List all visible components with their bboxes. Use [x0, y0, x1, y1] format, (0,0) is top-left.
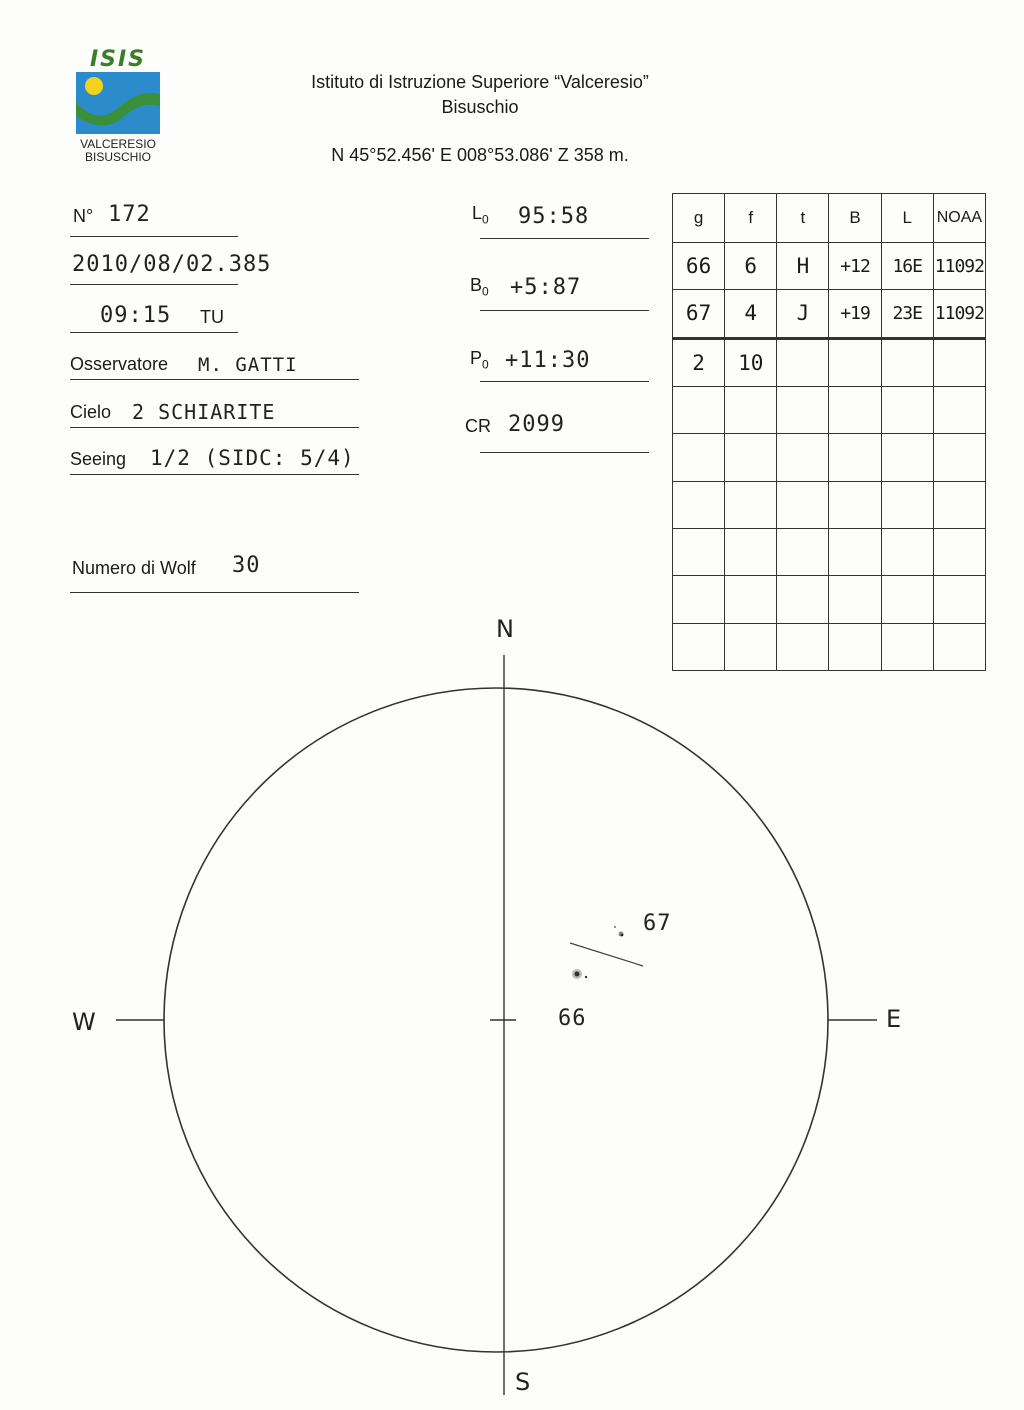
number-value: 172	[108, 202, 151, 227]
col-header-l: L	[881, 194, 933, 243]
table-cell	[777, 338, 829, 386]
sunspot-group-66	[572, 969, 587, 979]
table-cell: H	[777, 243, 829, 290]
institute-name: Istituto di Istruzione Superiore “Valceresio”	[311, 72, 649, 92]
table-cell	[829, 528, 881, 575]
date-rule	[70, 284, 238, 285]
sky-rule	[70, 427, 359, 428]
table-cell	[933, 434, 985, 481]
table-row	[673, 528, 986, 575]
table-cell	[673, 481, 725, 528]
total-spots: 10	[725, 338, 777, 386]
table-cell: 11092	[933, 243, 985, 290]
col-header-b: B	[829, 194, 881, 243]
b0-value: +5:87	[510, 275, 582, 300]
table-cell	[725, 481, 777, 528]
b0-label: $B_0$	[470, 275, 489, 299]
table-cell	[881, 386, 933, 433]
sky-label: Cielo	[70, 402, 112, 422]
table-cell	[881, 528, 933, 575]
table-cell: 4	[725, 290, 777, 338]
table-cell	[881, 434, 933, 481]
observer-value: M. GATTI	[198, 354, 298, 376]
table-cell	[829, 481, 881, 528]
table-header-row	[673, 194, 986, 243]
time-unit: TU	[200, 307, 224, 327]
equator-mark	[570, 943, 643, 966]
table-cell	[777, 481, 829, 528]
logo-line2: BISUSCHIO	[84, 150, 151, 164]
table-cell: 67	[673, 290, 725, 338]
col-header-g: g	[673, 194, 725, 243]
table-totals-row	[673, 338, 986, 386]
observer-label: Osservatore	[70, 354, 169, 374]
institute-town: Bisuschio	[441, 97, 519, 117]
observer-rule	[70, 379, 359, 380]
wolf-label: Numero di Wolf	[72, 558, 196, 578]
table-cell	[777, 386, 829, 433]
table-cell: 23E	[881, 290, 933, 338]
group-label-66: 66	[558, 1006, 587, 1031]
group-label-67: 67	[643, 911, 672, 936]
col-header-t: t	[777, 194, 829, 243]
table-cell: 16E	[881, 243, 933, 290]
compass-south: S	[515, 1368, 531, 1396]
table-cell	[881, 338, 933, 386]
table-cell	[725, 528, 777, 575]
table-cell	[725, 386, 777, 433]
sunspot-group-67	[614, 926, 623, 936]
table-cell	[829, 338, 881, 386]
compass-north: N	[496, 615, 514, 643]
table-cell	[933, 338, 985, 386]
logo-line1: VALCERESIO	[80, 137, 156, 151]
table-cell: 6	[725, 243, 777, 290]
table-row	[673, 290, 986, 338]
table-cell	[933, 386, 985, 433]
total-groups: 2	[673, 338, 725, 386]
table-cell: 11092	[933, 290, 985, 338]
seeing-value: 1/2 (SIDC: 5/4)	[150, 446, 355, 470]
col-header-noaa: NOAA	[933, 194, 985, 243]
school-logo	[76, 47, 166, 168]
logo-wordmark: ISIS	[89, 47, 147, 72]
table-cell: +12	[829, 243, 881, 290]
table-cell	[777, 528, 829, 575]
compass-east: E	[886, 1005, 902, 1033]
number-rule	[70, 236, 238, 237]
table-cell	[829, 434, 881, 481]
col-header-f: f	[725, 194, 777, 243]
table-cell	[881, 481, 933, 528]
p0-label: $P_0$	[470, 348, 489, 372]
l0-label: $L_0$	[472, 203, 489, 227]
time-value: 09:15	[100, 303, 172, 328]
table-cell	[673, 386, 725, 433]
table-cell	[829, 386, 881, 433]
date-value: 2010/08/02.385	[72, 252, 272, 277]
table-cell: +19	[829, 290, 881, 338]
table-cell	[933, 528, 985, 575]
compass-west: W	[72, 1008, 96, 1036]
b0-rule	[480, 310, 649, 311]
table-row	[673, 481, 986, 528]
seeing-label: Seeing	[70, 449, 127, 469]
solar-disc-drawing	[0, 600, 1024, 1410]
table-cell: J	[777, 290, 829, 338]
l0-value: 95:58	[518, 204, 590, 229]
table-cell	[777, 434, 829, 481]
logo-emblem	[76, 72, 160, 134]
cr-rule	[480, 452, 649, 453]
l0-rule	[480, 238, 649, 239]
number-label: N°	[73, 206, 94, 226]
cr-value: 2099	[508, 412, 565, 437]
cr-label: CR	[465, 416, 491, 436]
table-cell	[933, 481, 985, 528]
table-row	[673, 386, 986, 433]
seeing-rule	[70, 474, 359, 475]
table-cell	[673, 528, 725, 575]
observatory-coordinates: N 45°52.456' E 008°53.086' Z 358 m.	[331, 145, 629, 165]
logo-wave-icon	[76, 72, 160, 134]
table-cell: 66	[673, 243, 725, 290]
time-rule	[70, 332, 238, 333]
table-cell	[673, 434, 725, 481]
sky-value: 2 SCHIARITE	[132, 400, 276, 424]
wolf-value: 30	[232, 553, 261, 578]
table-cell	[725, 434, 777, 481]
wolf-rule	[70, 592, 359, 593]
p0-rule	[480, 381, 649, 382]
p0-value: +11:30	[505, 348, 591, 373]
table-row	[673, 243, 986, 290]
table-row	[673, 434, 986, 481]
